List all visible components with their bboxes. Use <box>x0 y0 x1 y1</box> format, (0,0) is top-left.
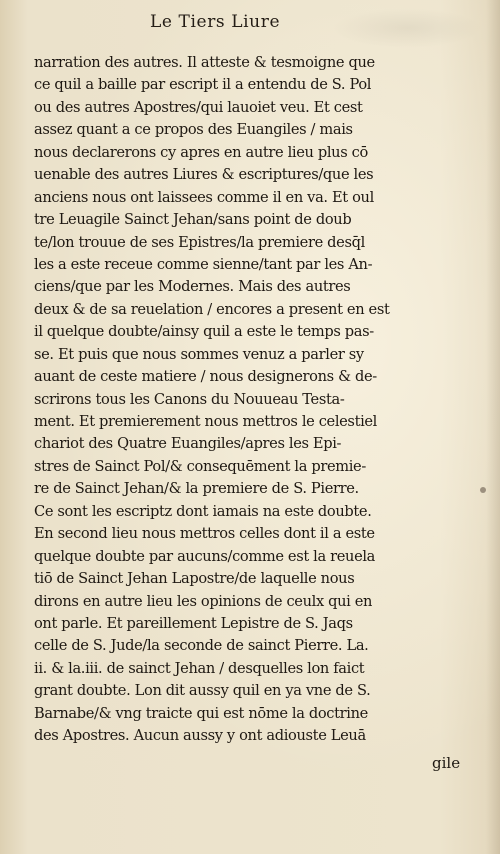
text-line: te/lon trouue de ses Epistres/la premiere desq̄l <box>34 233 365 251</box>
text-line: scrirons tous les Canons du Nouueau Testa- <box>34 390 345 408</box>
text-line: auant de ceste matiere / nous designerons & de- <box>34 368 377 386</box>
text-line: ou des autres Apostres/qui lauoiet veu. Et cest <box>34 98 363 116</box>
text-line: ont parle. Et pareillement Lepistre de S. Jaqs <box>34 614 353 632</box>
text-line: se. Et puis que nous sommes venuz a parler sy <box>34 345 364 363</box>
text-line: dirons en autre lieu les opinions de ceulx qui en <box>34 592 373 610</box>
text-line: chariot des Quatre Euangiles/apres les Epi- <box>34 435 342 453</box>
text-line: les a este receue comme sienne/tant par les An- <box>34 255 373 273</box>
text-line: ii. & la.iii. de sainct Jehan / desquelles lon faict <box>34 659 365 677</box>
text-line: re de Sainct Jehan/& la premiere de S. Pierre. <box>34 480 359 498</box>
text-line: stres de Sainct Pol/& consequēment la premie- <box>34 457 366 475</box>
text-line: uenable des autres Liures & escriptures/que les <box>34 166 374 184</box>
text-line: deux & de sa reuelation / encores a present en est <box>34 300 390 318</box>
text-line: anciens nous ont laissees comme il en va. Et oul <box>34 188 374 206</box>
text-line: tre Leuagile Sainct Jehan/sans point de doub <box>34 211 352 229</box>
text-line: il quelque doubte/ainsy quil a este le temps pas- <box>34 323 374 341</box>
text-line: Barnabe/& vng traicte qui est nōme la doctrine <box>34 704 368 722</box>
text-line: assez quant a ce propos des Euangiles / mais <box>34 121 353 139</box>
text-line: En second lieu nous mettros celles dont il a este <box>34 525 375 543</box>
body-text <box>34 52 470 748</box>
text-line: ciens/que par les Modernes. Mais des autres <box>34 278 351 296</box>
text-line: celle de S. Jude/la seconde de sainct Pierre. La. <box>34 637 369 655</box>
text-line: narration des autres. Il atteste & tesmoigne que <box>34 54 375 71</box>
running-head: Le Tiers Liure <box>150 12 281 32</box>
text-line: quelque doubte par aucuns/comme est la reuela <box>34 547 376 565</box>
text-line: grant doubte. Lon dit aussy quil en ya vne de S. <box>34 682 371 700</box>
text-line: Ce sont les escriptz dont iamais na este doubte. <box>34 502 372 520</box>
text-line: tiō de Sainct Jehan Lapostre/de laquelle nous <box>34 570 355 588</box>
ink-spot <box>480 487 486 493</box>
catchword: gile <box>432 754 461 772</box>
page-edge-shadow <box>486 0 500 854</box>
text-line: des Apostres. Aucun aussy y ont adiouste Leuā <box>34 727 366 745</box>
text-line: ment. Et premierement nous mettros le celestiel <box>34 413 377 430</box>
text-line: ce quil a baille par escript il a entendu de S. Pol <box>34 76 372 94</box>
text-line: nous declarerons cy apres en autre lieu plus cō <box>34 143 368 161</box>
